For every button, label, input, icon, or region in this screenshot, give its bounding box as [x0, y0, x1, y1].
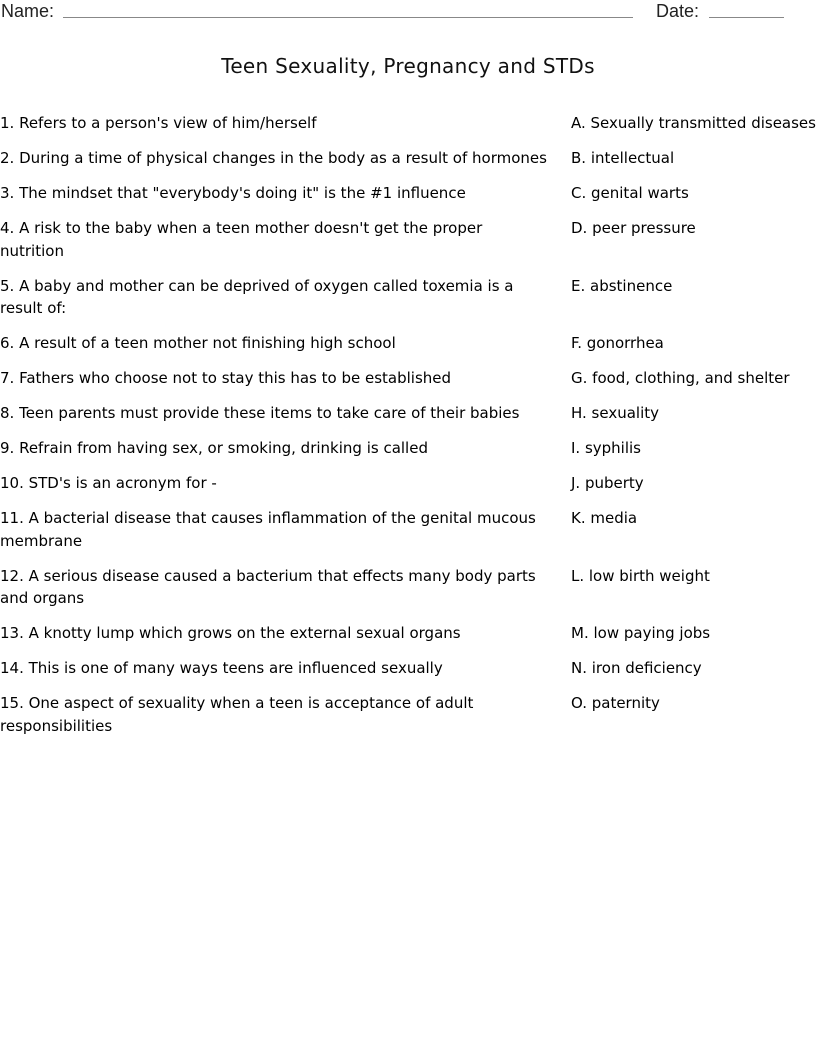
answer-item: K. media	[571, 509, 638, 527]
name-label: Name:	[1, 1, 55, 21]
date-field-line[interactable]	[709, 17, 784, 18]
question-item: 14. This is one of many ways teens are influenced sexually	[0, 659, 443, 677]
question-item: 15. One aspect of sexuality when a teen is acceptance of adult responsibilities	[0, 694, 474, 735]
question-item: 2. During a time of physical changes in the body as a result of hormones	[0, 149, 547, 167]
answer-item: H. sexuality	[571, 404, 660, 422]
answer-item: C. genital warts	[571, 184, 689, 202]
name-field-line[interactable]	[63, 17, 633, 18]
answer-item: B. intellectual	[571, 149, 675, 167]
question-item: 10. STD's is an acronym for -	[0, 474, 217, 492]
answer-item: A. Sexually transmitted diseases	[571, 114, 816, 132]
question-item: 5. A baby and mother can be deprived of oxygen called toxemia is a result of:	[0, 276, 514, 317]
answer-list	[571, 112, 816, 750]
question-item: 8. Teen parents must provide these items to take care of their babies	[0, 404, 520, 422]
answer-item: F. gonorrhea	[571, 334, 664, 352]
answer-item: O. paternity	[571, 694, 660, 712]
question-item: 3. The mindset that "everybody's doing it" is the #1 influence	[0, 184, 466, 202]
date-label: Date:	[656, 1, 700, 21]
question-item: 11. A bacterial disease that causes inflammation of the genital mucous membrane	[0, 509, 536, 550]
answer-item: L. low birth weight	[571, 566, 710, 585]
question-item: 13. A knotty lump which grows on the external sexual organs	[0, 624, 461, 642]
question-item: 6. A result of a teen mother not finishing high school	[0, 334, 396, 352]
question-item: 7. Fathers who choose not to stay this has to be established	[0, 369, 452, 387]
answer-item: D. peer pressure	[571, 219, 696, 237]
answer-item: M. low paying jobs	[571, 624, 711, 642]
question-item: 9. Refrain from having sex, or smoking, drinking is called	[0, 439, 428, 457]
answer-item: G. food, clothing, and shelter	[571, 369, 790, 387]
question-item: 4. A risk to the baby when a teen mother doesn't get the proper nutrition	[0, 219, 483, 260]
worksheet-header	[0, 0, 816, 24]
question-item: 1. Refers to a person's view of him/herself	[0, 114, 317, 132]
answer-item: E. abstinence	[571, 276, 673, 295]
answer-item: J. puberty	[571, 474, 644, 492]
answer-item: I. syphilis	[571, 439, 641, 457]
question-list	[0, 112, 545, 750]
page-title: Teen Sexuality, Pregnancy and STDs	[221, 54, 595, 78]
question-item: 12. A serious disease caused a bacterium that effects many body parts and organs	[0, 566, 536, 607]
answer-item: N. iron deficiency	[571, 659, 702, 677]
